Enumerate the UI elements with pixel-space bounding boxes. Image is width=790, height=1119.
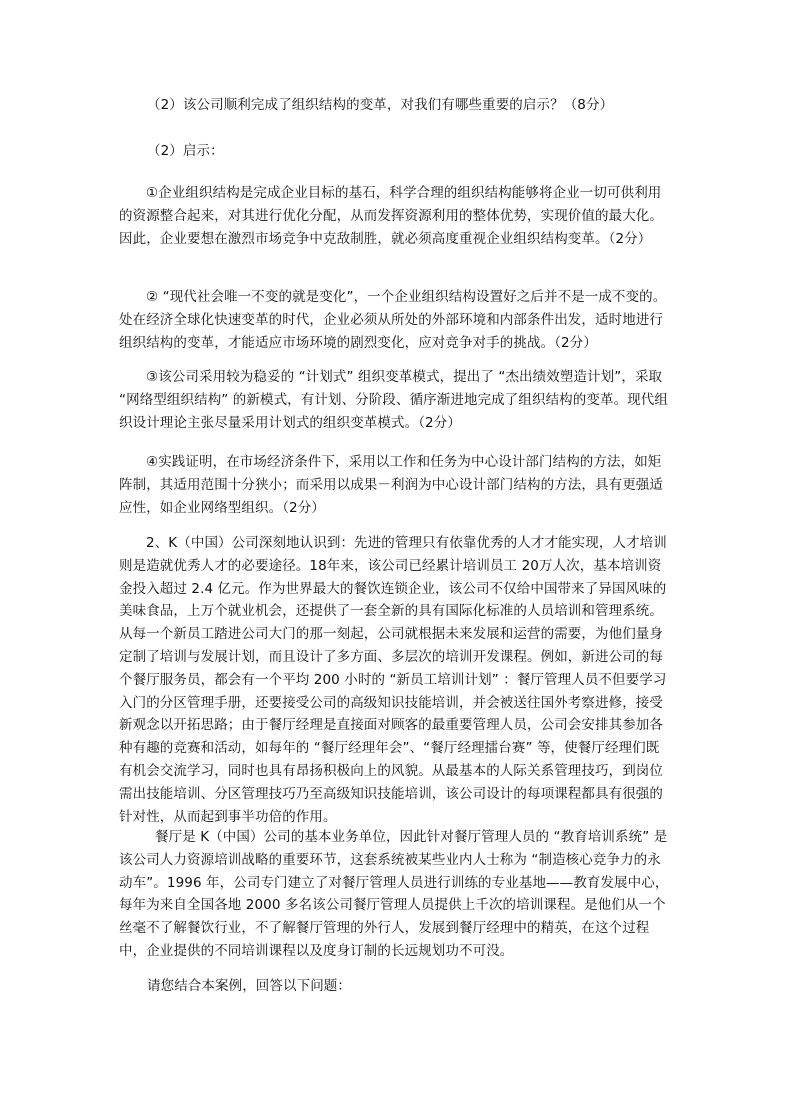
case-paragraph-2: 餐厅是 K（中国）公司的基本业务单位，因此针对餐厅管理人员的 “教育培训系统” 是该公司人力资源培训战略的重要环节，这套系统被某些业内人士称为 “制造核心竞争力的永动车”。1996 年，公司专门建立了对餐厅管理人员进行训练的专业基地——教育发展中心，每年为来自全国各地 2000 多名该公司餐厅管理人员提供上千次的培训课程。是他们从一个丝毫不了解餐饮行业，不了解餐厅管理的外行人，发展到餐厅经理中的精英，在这个过程中，企业提供的不同培训课程以及度身订制的长远规划功不可没。 [119,829,669,959]
answer-heading: （2）启示： [147,143,224,159]
question-line: （2）该公司顺利完成了组织结构的变革，对我们有哪些重要的启示？（8分） [147,97,614,113]
case-prompt: 请您结合本案例，回答以下问题： [147,978,351,994]
point-4: ④实践证明，在市场经济条件下，采用以工作和任务为中心设计部门结构的方法，如矩阵制，其适用范围十分狭小；而采用以成果－利润为中心设计部门结构的方法，具有更强适应性，如企业网络型组织。（2分） [119,454,663,516]
point-3: ③该公司采用较为稳妥的 “计划式” 组织变革模式，提出了 “杰出绩效塑造计划”，采取 “网络型组织结构” 的新模式，有计划、分阶段、循序渐进地完成了组织结构的变革。现代组织设计理论主张尽量采用计划式的组织变革模式。（2分） [119,369,668,431]
point-2: ② “现代社会唯一不变的就是变化”，一个企业组织结构设置好之后并不是一成不变的。处在经济全球化快速变革的时代，企业必须从所处的外部环境和内部条件出发，适时地进行组织结构的变革，才能适应市场环境的剧烈变化，应对竞争对手的挑战。（2分） [119,289,667,351]
case-paragraph-1: 2、K（中国）公司深刻地认识到：先进的管理只有依靠优秀的人才才能实现，人才培训则是造就优秀人才的必要途径。18年来，该公司已经累计培训员工 20万人次，基本培训资金投入超过 2.4 亿元。作为世界最大的餐饮连锁企业，该公司不仅给中国带来了异国风味的美味食品，上万个就业机会，还提供了一套全新的具有国际化标准的人员培训和管理系统。从每一个新员工踏进公司大门的那一刻起，公司就根据未来发展和运营的需要，为他们量身定制了培训与发展计划，而且设计了多方面、多层次的培训开发课程。例如，新进公司的每个餐厅服务员，都会有一个平均 200 小时的 “新员工培训计划” ：餐厅管理人员不但要学习入门的分区管理手册，还要接受公司的高级知识技能培训，并会被送往国外考察进修，接受新观念以开拓思路；由于餐厅经理是直接面对顾客的最重要管理人员，公司会安排其参加各种有趣的竞赛和活动，如每年的 “餐厅经理年会”、“餐厅经理擂台赛” 等，使餐厅经理们既有机会交流学习，同时也具有昂扬积极向上的风貌。从最基本的人际关系管理技巧，到岗位需出技能培训、分区管理技巧乃至高级知识技能培训，该公司设计的每项课程都具有很强的针对性，从而起到事半功倍的作用。 [119,535,667,825]
point-1: ①企业组织结构是完成企业目标的基石，科学合理的组织结构能够将企业一切可供利用的资源整合起来，对其进行优化分配，从而发挥资源利用的整体优势，实现价值的最大化。因此，企业要想在激烈市场竞争中克敌制胜，就必须高度重视企业组织结构变革。（2分） [119,185,663,247]
